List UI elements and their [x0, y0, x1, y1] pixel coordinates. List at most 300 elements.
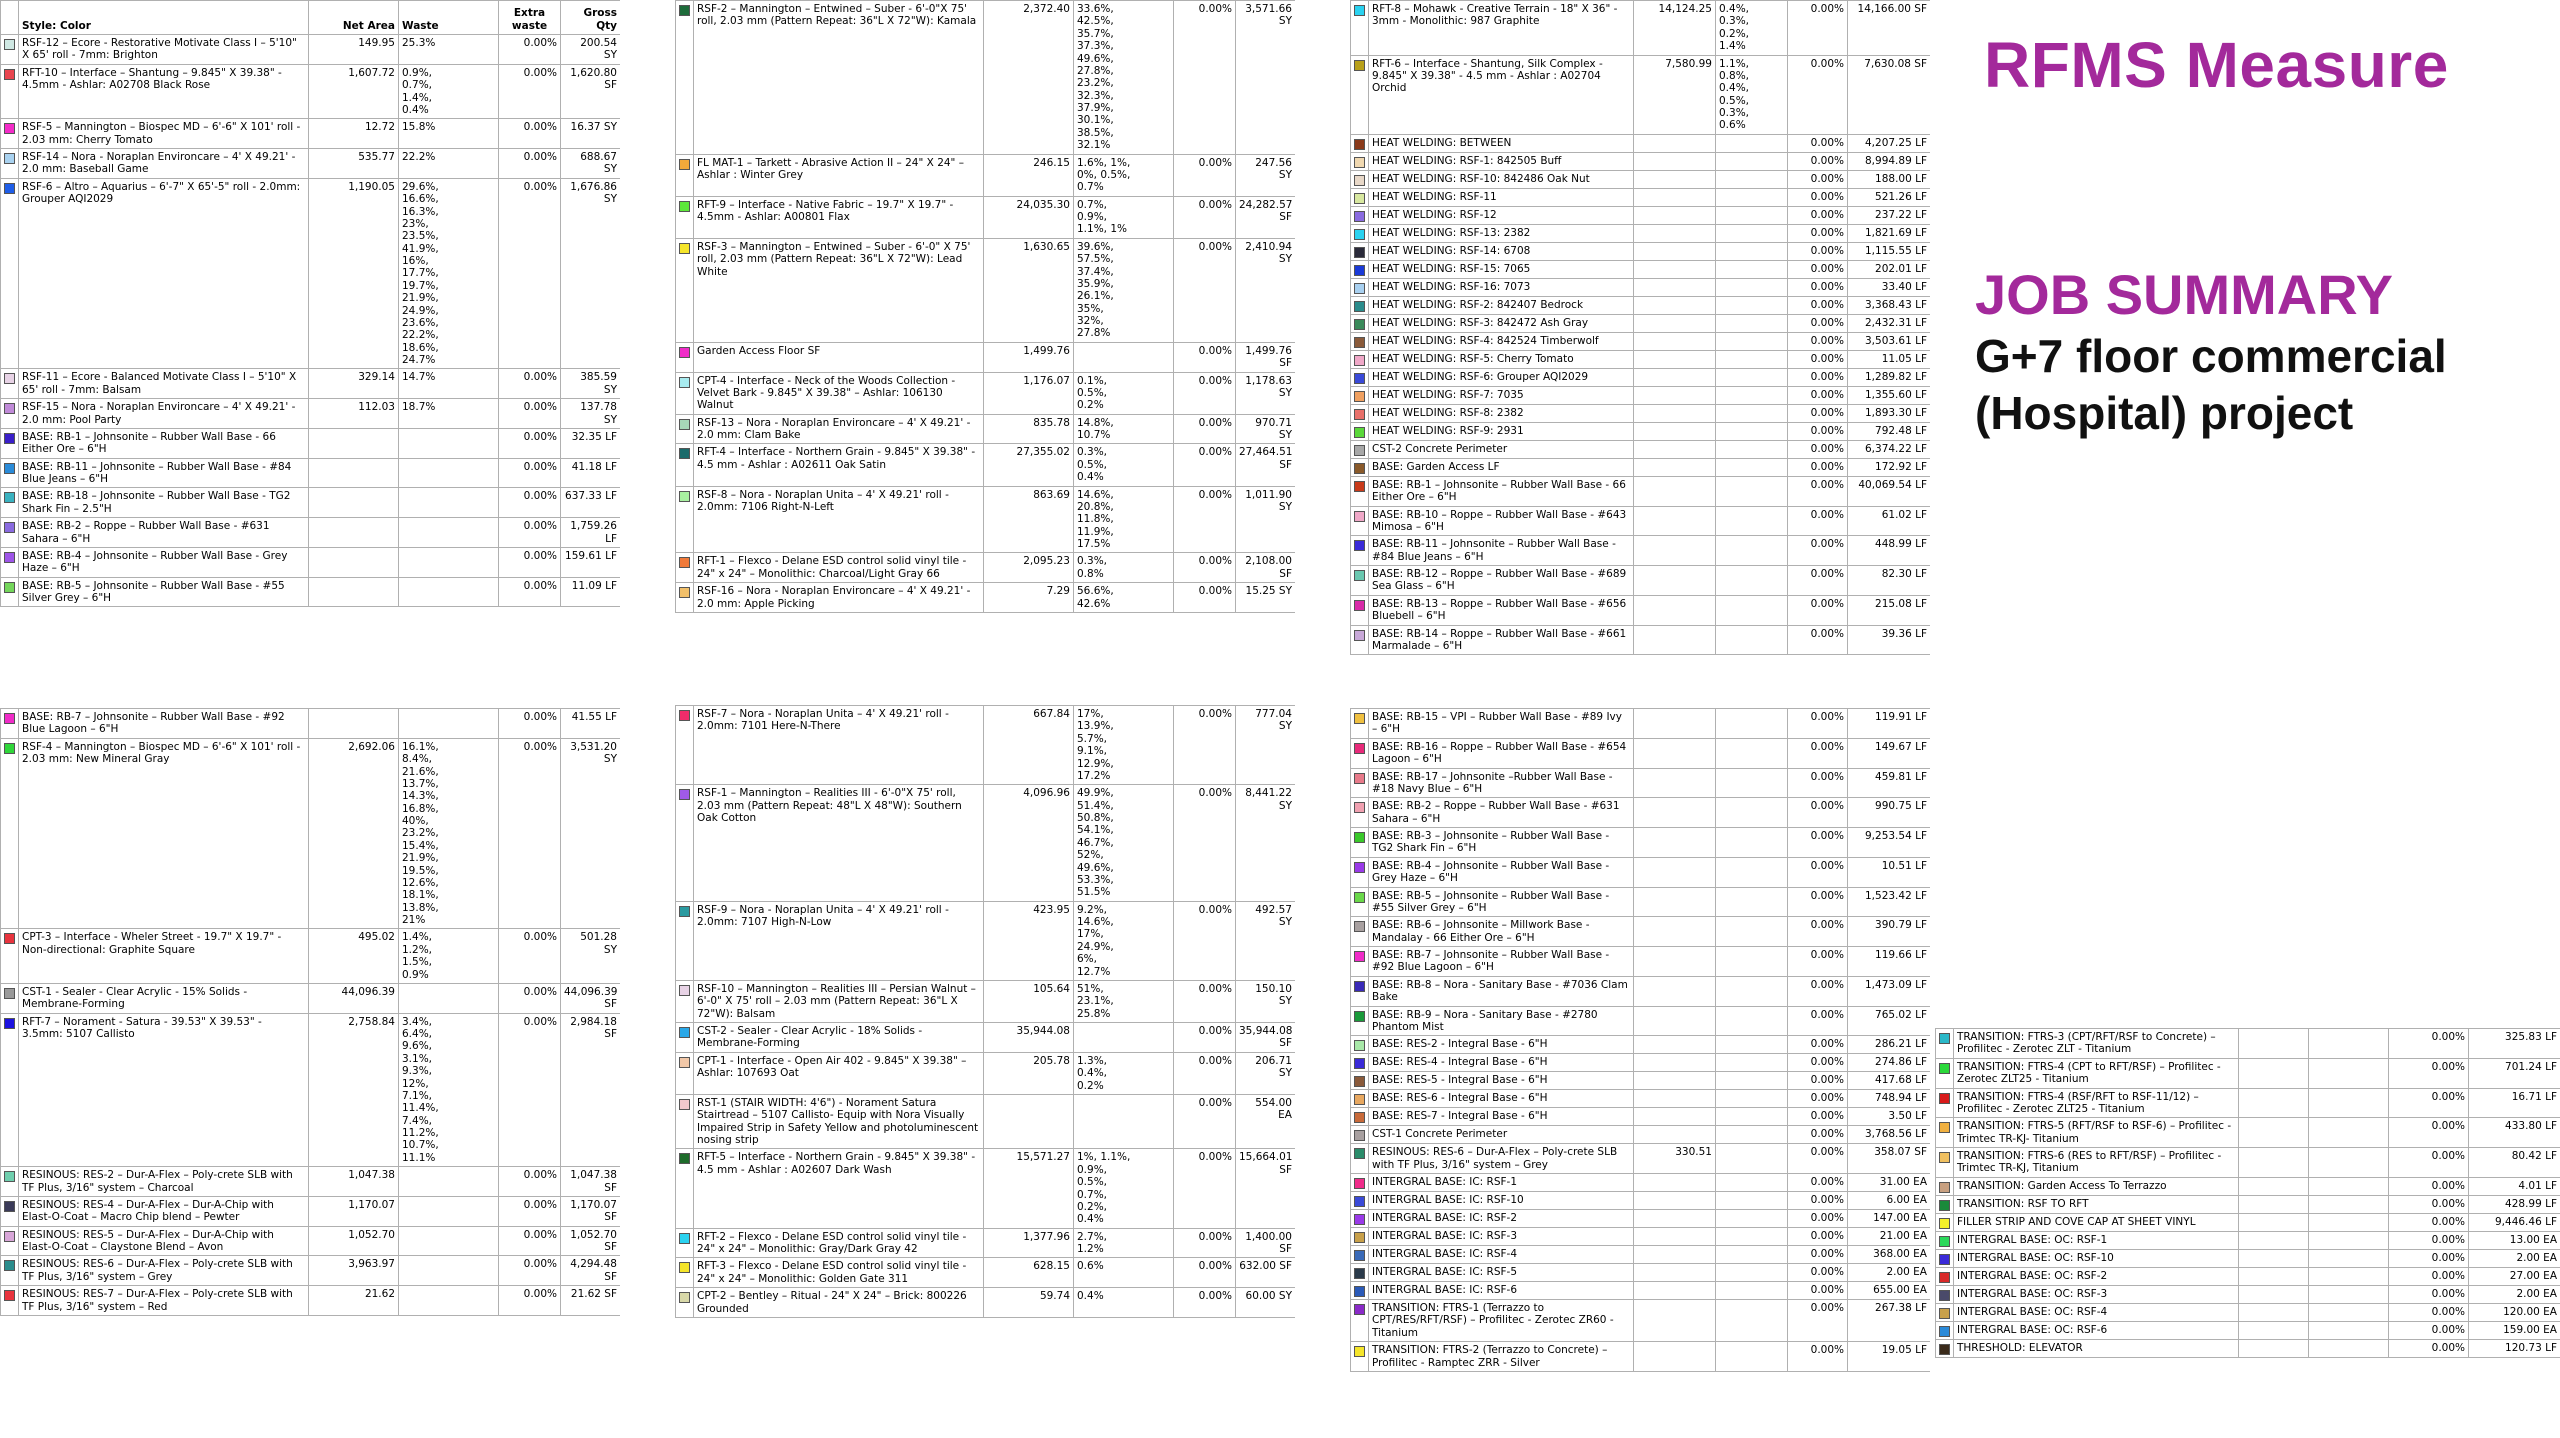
color-swatch: [1354, 892, 1365, 903]
cell-style-color: BASE: RB-6 – Johnsonite – Millwork Base - Mandalay - 66 Either Ore – 6"H: [1369, 917, 1634, 947]
cell-style-color: RFT-5 – Interface - Northern Grain - 9.845" X 39.38" - 4.5 mm - Ashlar : A02607 Dark Wash: [694, 1149, 984, 1228]
cell-net-area: 1,377.96: [984, 1228, 1074, 1258]
cell-net-area: 330.51: [1634, 1144, 1716, 1174]
cell-extra-waste: 0.00%: [1788, 134, 1848, 152]
cell-waste: [2309, 1249, 2389, 1267]
color-swatch: [1354, 1250, 1365, 1261]
cell-extra-waste: 0.00%: [2389, 1321, 2469, 1339]
cell-net-area: [1634, 368, 1716, 386]
cell-extra-waste: 0.00%: [1174, 1094, 1236, 1149]
cell-waste: 1.3%, 0.4%, 0.2%: [1074, 1052, 1174, 1094]
table-row: [1351, 1072, 1931, 1090]
cell-gross-qty: 765.02 LF: [1848, 1006, 1931, 1036]
cell-extra-waste: 0.00%: [1788, 1036, 1848, 1054]
cell-style-color: HEAT WELDING: RSF-11: [1369, 188, 1634, 206]
cell-net-area: [1634, 1006, 1716, 1036]
table-row: [1351, 296, 1931, 314]
cell-gross-qty: 1,400.00 SF: [1236, 1228, 1296, 1258]
cell-net-area: [1634, 1036, 1716, 1054]
cell-net-area: 14,124.25: [1634, 1, 1716, 56]
cell-net-area: [1634, 536, 1716, 566]
table-row: [1936, 1148, 2560, 1178]
summary-table: [675, 0, 1295, 613]
cell-extra-waste: 0.00%: [1788, 625, 1848, 655]
cell-net-area: [1634, 1342, 1716, 1372]
cell-waste: [1716, 1192, 1788, 1210]
cell-gross-qty: 1,676.86 SY: [561, 178, 621, 369]
cell-style-color: INTERGRAL BASE: OC: RSF-2: [1954, 1267, 2239, 1285]
cell-waste: [399, 488, 499, 518]
cell-style-color: BASE: RB-1 – Johnsonite – Rubber Wall Base - 66 Either Ore – 6"H: [19, 428, 309, 458]
cell-style-color: TRANSITION: FTRS-1 (Terrazzo to CPT/RES/RFT/RSF) – Profilitec - Zerotec ZR60 - Titanium: [1369, 1300, 1634, 1342]
cell-waste: [1716, 386, 1788, 404]
cell-net-area: [2239, 1231, 2309, 1249]
table-row: [1351, 278, 1931, 296]
cell-net-area: 1,190.05: [309, 178, 399, 369]
cell-style-color: CPT-2 – Bentley – Ritual - 24" X 24" – Brick: 800226 Grounded: [694, 1288, 984, 1318]
cell-net-area: [1634, 386, 1716, 404]
cell-gross-qty: 368.00 EA: [1848, 1246, 1931, 1264]
cell-style-color: CPT-3 – Interface - Wheler Street - 19.7" X 19.7" - Non-directional: Graphite Square: [19, 929, 309, 984]
color-swatch: [1354, 373, 1365, 384]
cell-waste: 29.6%, 16.6%, 16.3%, 23%, 23.5%, 41.9%, 16%, 17.7%, 19.7%, 21.9%, 24.9%, 23.6%, 22.2%, 18.6%, 24.7%: [399, 178, 499, 369]
cell-net-area: [1634, 595, 1716, 625]
color-swatch: [4, 522, 15, 533]
cell-gross-qty: 206.71 SY: [1236, 1052, 1296, 1094]
cell-waste: 14.6%, 20.8%, 11.8%, 11.9%, 17.5%: [1074, 486, 1174, 553]
table-row: [1351, 1126, 1931, 1144]
cell-extra-waste: 0.00%: [499, 709, 561, 739]
table-row: [1351, 798, 1931, 828]
table-row: [1351, 1210, 1931, 1228]
cell-extra-waste: 0.00%: [1788, 476, 1848, 506]
table-row: [1, 709, 621, 739]
cell-net-area: [1634, 1090, 1716, 1108]
cell-waste: [399, 983, 499, 1013]
table-row: [1351, 1108, 1931, 1126]
color-swatch: [1939, 1063, 1950, 1074]
cell-extra-waste: 0.00%: [1788, 828, 1848, 858]
cell-gross-qty: 1,115.55 LF: [1848, 242, 1931, 260]
cell-waste: [1716, 1264, 1788, 1282]
color-swatch: [1354, 463, 1365, 474]
cell-waste: [1716, 536, 1788, 566]
cell-style-color: CST-2 Concrete Perimeter: [1369, 440, 1634, 458]
cell-style-color: RSF-10 – Mannington – Realities III – Persian Walnut – 6'-0" X 75' roll – 2.03 mm (Pattern Repeat: 36"L X 72"W): Balsam: [694, 980, 984, 1022]
cell-extra-waste: 0.00%: [1788, 1300, 1848, 1342]
cell-gross-qty: 15,664.01 SF: [1236, 1149, 1296, 1228]
table-row: [676, 1288, 1296, 1318]
cell-net-area: [1634, 1246, 1716, 1264]
table-row: [1351, 1054, 1931, 1072]
color-swatch: [1939, 1093, 1950, 1104]
table-row: [1351, 857, 1931, 887]
color-swatch: [1354, 1076, 1365, 1087]
cell-waste: [2309, 1339, 2389, 1357]
cell-net-area: [1634, 1228, 1716, 1246]
cell-gross-qty: 13.00 EA: [2469, 1231, 2560, 1249]
job-summary-heading: JOB SUMMARY: [1975, 263, 2393, 326]
cell-waste: [1716, 1126, 1788, 1144]
color-swatch: [679, 906, 690, 917]
cell-extra-waste: 0.00%: [2389, 1177, 2469, 1195]
cell-net-area: 44,096.39: [309, 983, 399, 1013]
cell-gross-qty: 1,821.69 LF: [1848, 224, 1931, 242]
cell-net-area: [1634, 1054, 1716, 1072]
cell-extra-waste: 0.00%: [1174, 706, 1236, 785]
cell-extra-waste: 0.00%: [1788, 947, 1848, 977]
cell-gross-qty: 16.71 LF: [2469, 1088, 2560, 1118]
color-swatch: [1354, 921, 1365, 932]
cell-extra-waste: 0.00%: [1788, 976, 1848, 1006]
cell-net-area: 423.95: [984, 901, 1074, 980]
cell-waste: [2309, 1303, 2389, 1321]
table-row: [1, 178, 621, 369]
cell-style-color: BASE: RB-2 – Roppe – Rubber Wall Base - #631 Sahara – 6"H: [19, 518, 309, 548]
table-row: [1, 929, 621, 984]
cell-gross-qty: 9,446.46 LF: [2469, 1213, 2560, 1231]
cell-waste: 25.3%: [399, 35, 499, 65]
cell-gross-qty: 24,282.57 SF: [1236, 196, 1296, 238]
cell-style-color: CST-1 - Sealer - Clear Acrylic - 15% Solids - Membrane-Forming: [19, 983, 309, 1013]
cell-waste: [1716, 976, 1788, 1006]
color-swatch: [1354, 1286, 1365, 1297]
cell-gross-qty: 655.00 EA: [1848, 1282, 1931, 1300]
color-swatch: [1354, 1268, 1365, 1279]
color-swatch: [679, 1292, 690, 1303]
cell-gross-qty: 31.00 EA: [1848, 1174, 1931, 1192]
color-swatch: [4, 713, 15, 724]
table-row: [1, 458, 621, 488]
cell-waste: [2309, 1177, 2389, 1195]
cell-style-color: RSF-13 – Nora - Noraplan Environcare – 4' X 49.21' - 2.0 mm: Clam Bake: [694, 414, 984, 444]
cell-net-area: [1634, 1264, 1716, 1282]
cell-extra-waste: 0.00%: [1788, 1144, 1848, 1174]
cell-style-color: BASE: RES-6 - Integral Base - 6"H: [1369, 1090, 1634, 1108]
cell-net-area: [309, 709, 399, 739]
cell-gross-qty: 41.55 LF: [561, 709, 621, 739]
cell-extra-waste: 0.00%: [2389, 1029, 2469, 1059]
color-swatch: [1354, 1040, 1365, 1051]
color-swatch: [679, 1233, 690, 1244]
cell-extra-waste: 0.00%: [1174, 1258, 1236, 1288]
cell-extra-waste: 0.00%: [1788, 1246, 1848, 1264]
cell-net-area: [309, 577, 399, 607]
cell-extra-waste: 0.00%: [1788, 170, 1848, 188]
cell-extra-waste: 0.00%: [499, 458, 561, 488]
color-swatch: [679, 985, 690, 996]
color-swatch: [4, 1018, 15, 1029]
cell-gross-qty: 16.37 SY: [561, 119, 621, 149]
cell-waste: 17%, 13.9%, 5.7%, 9.1%, 12.9%, 17.2%: [1074, 706, 1174, 785]
table-row: [1936, 1118, 2560, 1148]
cell-style-color: BASE: RB-4 – Johnsonite – Rubber Wall Base - Grey Haze – 6"H: [1369, 857, 1634, 887]
color-swatch: [4, 183, 15, 194]
table-row: [1351, 566, 1931, 596]
cell-gross-qty: 1,523.42 LF: [1848, 887, 1931, 917]
cell-net-area: [2239, 1249, 2309, 1267]
cell-gross-qty: 1,473.09 LF: [1848, 976, 1931, 1006]
cell-style-color: RESINOUS: RES-7 – Dur-A-Flex – Poly-crete SLB with TF Plus, 3/16" system – Red: [19, 1286, 309, 1316]
cell-net-area: 27,355.02: [984, 444, 1074, 486]
cell-style-color: INTERGRAL BASE: IC: RSF-10: [1369, 1192, 1634, 1210]
cell-gross-qty: 247.56 SY: [1236, 154, 1296, 196]
cell-gross-qty: 1,011.90 SY: [1236, 486, 1296, 553]
cell-style-color: RSF-3 – Mannington – Entwined – Suber - 6'-0" X 75' roll, 2.03 mm (Pattern Repeat: 36"L X 72"W): Lead White: [694, 238, 984, 342]
color-swatch: [1354, 1178, 1365, 1189]
table-row: [1351, 768, 1931, 798]
cell-style-color: FILLER STRIP AND COVE CAP AT SHEET VINYL: [1954, 1213, 2239, 1231]
cell-style-color: BASE: RB-15 – VPI – Rubber Wall Base - #89 Ivy – 6"H: [1369, 709, 1634, 739]
cell-style-color: RSF-16 – Nora - Noraplan Environcare – 4' X 49.21' - 2.0 mm: Apple Picking: [694, 583, 984, 613]
cell-gross-qty: 10.51 LF: [1848, 857, 1931, 887]
cell-style-color: TRANSITION: FTRS-5 (RFT/RSF to RSF-6) – Profilitec - Trimtec TR-KJ- Titanium: [1954, 1118, 2239, 1148]
cell-gross-qty: 274.86 LF: [1848, 1054, 1931, 1072]
table-row: [1351, 828, 1931, 858]
cell-extra-waste: 0.00%: [499, 1013, 561, 1167]
cell-net-area: 1,047.38: [309, 1167, 399, 1197]
cell-extra-waste: 0.00%: [1174, 901, 1236, 980]
cell-gross-qty: 35,944.08 SF: [1236, 1023, 1296, 1053]
cell-gross-qty: 41.18 LF: [561, 458, 621, 488]
cell-waste: [1716, 458, 1788, 476]
table-row: [676, 196, 1296, 238]
color-swatch: [1354, 445, 1365, 456]
cell-gross-qty: 33.40 LF: [1848, 278, 1931, 296]
cell-waste: [1716, 1300, 1788, 1342]
cell-gross-qty: 11.09 LF: [561, 577, 621, 607]
table-row: [1351, 55, 1931, 134]
cell-net-area: [1634, 768, 1716, 798]
cell-style-color: TRANSITION: FTRS-4 (RSF/RFT to RSF-11/12) – Profilitec - Zerotec ZLT25 - Titanium: [1954, 1088, 2239, 1118]
color-swatch: [4, 1201, 15, 1212]
table-row: [1351, 887, 1931, 917]
cell-gross-qty: 215.08 LF: [1848, 595, 1931, 625]
cell-extra-waste: 0.00%: [499, 1286, 561, 1316]
cell-waste: [1716, 206, 1788, 224]
cell-extra-waste: 0.00%: [1788, 260, 1848, 278]
cell-style-color: RSF-4 – Mannington – Biospec MD – 6'-6" X 101' roll - 2.03 mm: New Mineral Gray: [19, 738, 309, 929]
cell-waste: [1716, 738, 1788, 768]
cell-style-color: HEAT WELDING: RSF-1: 842505 Buff: [1369, 152, 1634, 170]
cell-net-area: 15,571.27: [984, 1149, 1074, 1228]
color-swatch: [679, 1057, 690, 1068]
cell-net-area: [2239, 1177, 2309, 1195]
header-waste: Waste: [399, 1, 499, 35]
cell-net-area: [1634, 976, 1716, 1006]
summary-table: [0, 708, 620, 1316]
color-swatch: [1354, 247, 1365, 258]
cell-net-area: [2239, 1029, 2309, 1059]
color-swatch: [4, 933, 15, 944]
cell-gross-qty: 1,499.76 SF: [1236, 342, 1296, 372]
table-row: [676, 1023, 1296, 1053]
cell-net-area: 4,096.96: [984, 785, 1074, 901]
cell-gross-qty: 521.26 LF: [1848, 188, 1931, 206]
cell-extra-waste: 0.00%: [1788, 917, 1848, 947]
cell-waste: 0.9%, 0.7%, 1.4%, 0.4%: [399, 64, 499, 119]
cell-net-area: 628.15: [984, 1258, 1074, 1288]
cell-gross-qty: 14,166.00 SF: [1848, 1, 1931, 56]
table-row: [1351, 458, 1931, 476]
cell-style-color: BASE: RB-14 – Roppe – Rubber Wall Base - #661 Marmalade – 6"H: [1369, 625, 1634, 655]
cell-net-area: 1,176.07: [984, 372, 1074, 414]
cell-gross-qty: 6,374.22 LF: [1848, 440, 1931, 458]
cell-extra-waste: 0.00%: [2389, 1058, 2469, 1088]
cell-gross-qty: 80.42 LF: [2469, 1148, 2560, 1178]
cell-waste: [1716, 1228, 1788, 1246]
cell-extra-waste: 0.00%: [1788, 422, 1848, 440]
cell-waste: [1716, 422, 1788, 440]
cell-style-color: BASE: RB-7 – Johnsonite – Rubber Wall Base - #92 Blue Lagoon – 6"H: [19, 709, 309, 739]
cell-gross-qty: 1,289.82 LF: [1848, 368, 1931, 386]
cell-style-color: RSF-12 – Ecore - Restorative Motivate Class I – 5'10" X 65' roll - 7mm: Brighton: [19, 35, 309, 65]
cell-gross-qty: 3,531.20 SY: [561, 738, 621, 929]
color-swatch: [4, 153, 15, 164]
project-line-2: (Hospital) project: [1975, 387, 2354, 439]
table-row: [1351, 1300, 1931, 1342]
cell-extra-waste: 0.00%: [1788, 206, 1848, 224]
table-row: [1351, 242, 1931, 260]
cell-gross-qty: 267.38 LF: [1848, 1300, 1931, 1342]
cell-style-color: RSF-11 – Ecore - Balanced Motivate Class I – 5'10" X 65' roll - 7mm: Balsam: [19, 369, 309, 399]
color-swatch: [1354, 1058, 1365, 1069]
cell-net-area: 1,499.76: [984, 342, 1074, 372]
cell-gross-qty: 6.00 EA: [1848, 1192, 1931, 1210]
cell-gross-qty: 159.00 EA: [2469, 1321, 2560, 1339]
cell-extra-waste: 0.00%: [1788, 738, 1848, 768]
cell-gross-qty: 990.75 LF: [1848, 798, 1931, 828]
cell-net-area: [1634, 134, 1716, 152]
table-row: [1351, 1, 1931, 56]
cell-extra-waste: 0.00%: [1788, 368, 1848, 386]
cell-extra-waste: 0.00%: [1788, 536, 1848, 566]
color-swatch: [1939, 1033, 1950, 1044]
cell-waste: [1716, 170, 1788, 188]
cell-waste: 2.7%, 1.2%: [1074, 1228, 1174, 1258]
cell-net-area: [2239, 1088, 2309, 1118]
cell-waste: [2309, 1267, 2389, 1285]
color-swatch: [1354, 802, 1365, 813]
table-row: [1, 369, 621, 399]
cell-net-area: [2239, 1285, 2309, 1303]
cell-style-color: RFT-7 – Norament - Satura - 39.53" X 39.53" - 3.5mm: 5107 Callisto: [19, 1013, 309, 1167]
cell-extra-waste: 0.00%: [1788, 1210, 1848, 1228]
table-row: [676, 1094, 1296, 1149]
cell-extra-waste: 0.00%: [1174, 980, 1236, 1022]
cell-waste: [2309, 1088, 2389, 1118]
color-swatch: [1939, 1254, 1950, 1265]
cell-gross-qty: 3,571.66 SY: [1236, 1, 1296, 155]
cell-extra-waste: 0.00%: [1788, 1228, 1848, 1246]
color-swatch: [1354, 1232, 1365, 1243]
cell-waste: [399, 1226, 499, 1256]
color-swatch: [1354, 139, 1365, 150]
cell-waste: 0.1%, 0.5%, 0.2%: [1074, 372, 1174, 414]
cell-waste: [1716, 224, 1788, 242]
cell-gross-qty: 417.68 LF: [1848, 1072, 1931, 1090]
cell-gross-qty: 777.04 SY: [1236, 706, 1296, 785]
cell-gross-qty: 27,464.51 SF: [1236, 444, 1296, 486]
cell-extra-waste: 0.00%: [1788, 350, 1848, 368]
color-swatch: [679, 1262, 690, 1273]
table-row: [1, 488, 621, 518]
color-swatch: [1939, 1326, 1950, 1337]
cell-net-area: [1634, 828, 1716, 858]
color-swatch: [679, 347, 690, 358]
cell-extra-waste: 0.00%: [1788, 1264, 1848, 1282]
cell-gross-qty: 459.81 LF: [1848, 768, 1931, 798]
cell-net-area: [1634, 350, 1716, 368]
color-swatch: [1354, 265, 1365, 276]
table-row: [1351, 224, 1931, 242]
table-row: [676, 154, 1296, 196]
cell-style-color: TRANSITION: FTRS-3 (CPT/RFT/RSF to Concrete) – Profilitec - Zerotec ZLT - Titanium: [1954, 1029, 2239, 1059]
cell-waste: 1%, 1.1%, 0.9%, 0.5%, 0.7%, 0.2%, 0.4%: [1074, 1149, 1174, 1228]
cell-gross-qty: 172.92 LF: [1848, 458, 1931, 476]
cell-net-area: 149.95: [309, 35, 399, 65]
cell-style-color: INTERGRAL BASE: IC: RSF-6: [1369, 1282, 1634, 1300]
cell-extra-waste: 0.00%: [1788, 857, 1848, 887]
table-row: [1936, 1177, 2560, 1195]
summary-table: [675, 705, 1295, 1318]
table-row: [1351, 152, 1931, 170]
cell-extra-waste: 0.00%: [1788, 1192, 1848, 1210]
cell-waste: [1716, 368, 1788, 386]
cell-style-color: HEAT WELDING: BETWEEN: [1369, 134, 1634, 152]
color-swatch: [1354, 511, 1365, 522]
cell-extra-waste: 0.00%: [2389, 1339, 2469, 1357]
cell-style-color: TRANSITION: RSF TO RFT: [1954, 1195, 2239, 1213]
cell-extra-waste: 0.00%: [1174, 583, 1236, 613]
color-swatch: [1354, 773, 1365, 784]
color-swatch: [4, 1171, 15, 1182]
color-swatch: [1354, 175, 1365, 186]
cell-waste: [1074, 1023, 1174, 1053]
cell-net-area: 7.29: [984, 583, 1074, 613]
table-row: [1936, 1267, 2560, 1285]
cell-net-area: [1634, 170, 1716, 188]
table-row: [676, 342, 1296, 372]
color-swatch: [1354, 193, 1365, 204]
cell-gross-qty: 1,052.70 SF: [561, 1226, 621, 1256]
cell-net-area: 112.03: [309, 399, 399, 429]
cell-gross-qty: 3.50 LF: [1848, 1108, 1931, 1126]
color-swatch: [1354, 713, 1365, 724]
cell-extra-waste: 0.00%: [1174, 372, 1236, 414]
cell-gross-qty: 1,355.60 LF: [1848, 386, 1931, 404]
color-swatch: [1354, 283, 1365, 294]
color-swatch: [1354, 1346, 1365, 1357]
cell-extra-waste: 0.00%: [1788, 152, 1848, 170]
cell-gross-qty: 202.01 LF: [1848, 260, 1931, 278]
cell-style-color: RFT-2 – Flexco - Delane ESD control solid vinyl tile - 24" x 24" – Monolithic: Gray/Dark Gray 42: [694, 1228, 984, 1258]
cell-style-color: INTERGRAL BASE: IC: RSF-5: [1369, 1264, 1634, 1282]
color-swatch: [679, 789, 690, 800]
cell-net-area: [1634, 188, 1716, 206]
cell-extra-waste: 0.00%: [499, 119, 561, 149]
cell-extra-waste: 0.00%: [499, 547, 561, 577]
cell-net-area: 667.84: [984, 706, 1074, 785]
cell-extra-waste: 0.00%: [1788, 386, 1848, 404]
table-row: [1351, 1006, 1931, 1036]
cell-net-area: [2239, 1321, 2309, 1339]
cell-gross-qty: 448.99 LF: [1848, 536, 1931, 566]
cell-extra-waste: 0.00%: [1788, 1072, 1848, 1090]
cell-gross-qty: 119.66 LF: [1848, 947, 1931, 977]
cell-gross-qty: 200.54 SY: [561, 35, 621, 65]
cell-extra-waste: 0.00%: [1788, 224, 1848, 242]
